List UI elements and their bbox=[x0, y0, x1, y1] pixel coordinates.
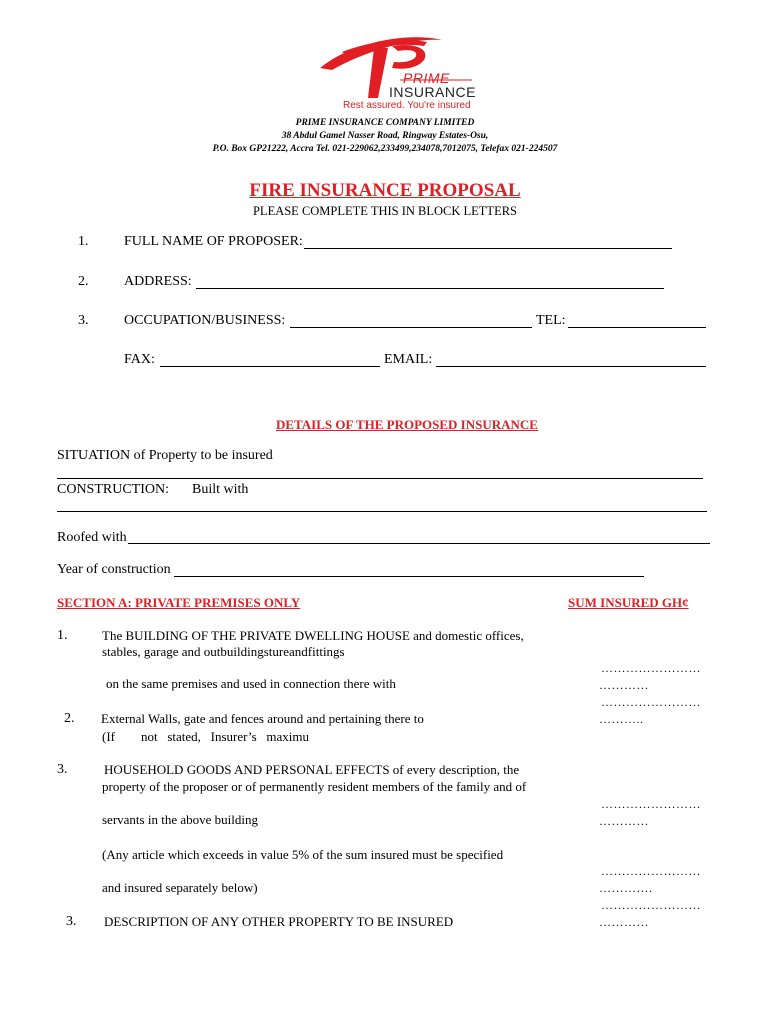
full-name-field[interactable] bbox=[304, 248, 672, 249]
logo-brand-top: PRIME bbox=[403, 70, 450, 86]
sum-insured-heading: SUM INSURED GH¢ bbox=[568, 595, 689, 610]
item-number: 3. bbox=[66, 914, 77, 929]
full-name-label: FULL NAME OF PROPOSER: bbox=[124, 234, 303, 249]
item-text: DESCRIPTION OF ANY OTHER PROPERTY TO BE INSURED bbox=[104, 914, 454, 929]
roofed-label: Roofed with bbox=[57, 530, 127, 545]
year-field[interactable] bbox=[174, 576, 644, 577]
tel-field[interactable] bbox=[568, 327, 706, 328]
item-number: 1. bbox=[57, 628, 68, 643]
company-name: PRIME INSURANCE COMPANY LIMITED bbox=[295, 118, 475, 128]
field-number: 3. bbox=[78, 313, 89, 328]
sum-insured-field[interactable]: …………………… bbox=[601, 695, 701, 709]
sum-insured-field[interactable]: ……….. bbox=[599, 712, 644, 726]
fax-label: FAX: bbox=[124, 352, 155, 367]
logo-brand-bottom: INSURANCE bbox=[389, 84, 476, 100]
item-text: External Walls, gate and fences around and pertaining there to bbox=[101, 711, 424, 726]
item-text: servants in the above building bbox=[102, 812, 258, 827]
form-title: FIRE INSURANCE PROPOSAL bbox=[249, 180, 521, 201]
fax-field[interactable] bbox=[160, 366, 380, 367]
sum-insured-field[interactable]: ………… bbox=[599, 678, 649, 692]
item-text: on the same premises and used in connection there with bbox=[106, 676, 396, 691]
address-label: ADDRESS: bbox=[124, 274, 192, 289]
company-address: 38 Abdul Gamel Nasser Road, Ringway Estates-Osu, bbox=[281, 131, 489, 141]
item-text: (If not stated, Insurer’s maximu bbox=[102, 729, 309, 744]
year-label: Year of construction bbox=[57, 562, 171, 577]
sum-insured-field[interactable]: …………………… bbox=[601, 864, 701, 878]
sum-insured-field[interactable]: ………… bbox=[599, 915, 649, 929]
roofed-field[interactable] bbox=[128, 543, 710, 544]
email-field[interactable] bbox=[436, 366, 706, 367]
item-number: 2. bbox=[64, 711, 75, 726]
item-text: stables, garage and outbuildingstureandfittings bbox=[102, 644, 345, 659]
email-label: EMAIL: bbox=[384, 352, 433, 367]
sum-insured-field[interactable]: …………………… bbox=[601, 797, 701, 811]
item-number: 3. bbox=[57, 762, 68, 777]
construction-label: CONSTRUCTION: bbox=[57, 482, 170, 497]
item-text: (Any article which exceeds in value 5% of the sum insured must be specified bbox=[102, 847, 504, 862]
situation-label: SITUATION of Property to be insured bbox=[57, 448, 273, 463]
occupation-field[interactable] bbox=[290, 327, 532, 328]
situation-field[interactable] bbox=[57, 478, 703, 479]
details-heading: DETAILS OF THE PROPOSED INSURANCE bbox=[276, 417, 538, 432]
tel-label: TEL: bbox=[536, 313, 566, 328]
field-number: 1. bbox=[78, 234, 89, 249]
address-field[interactable] bbox=[196, 288, 664, 289]
occupation-label: OCCUPATION/BUSINESS: bbox=[124, 313, 286, 328]
section-a-heading: SECTION A: PRIVATE PREMISES ONLY bbox=[57, 595, 301, 610]
company-contact: P.O. Box GP21222, Accra Tel. 021-229062,233499,234078,7012075, Telefax 021-224507 bbox=[212, 144, 558, 154]
item-text: and insured separately below) bbox=[102, 880, 258, 895]
item-text: HOUSEHOLD GOODS AND PERSONAL EFFECTS of every description, the bbox=[104, 762, 520, 777]
sum-insured-field[interactable]: …………………… bbox=[601, 661, 701, 675]
built-with-label: Built with bbox=[192, 482, 249, 497]
sum-insured-field[interactable]: ………… bbox=[599, 814, 649, 828]
sum-insured-field[interactable]: …………. bbox=[599, 881, 653, 895]
logo-tagline: Rest assured. You're insured bbox=[343, 100, 471, 111]
item-text: property of the proposer or of permanently resident members of the family and of bbox=[102, 779, 527, 794]
item-text: The BUILDING OF THE PRIVATE DWELLING HOUSE and domestic offices, bbox=[102, 628, 524, 643]
sum-insured-field[interactable]: …………………… bbox=[601, 898, 701, 912]
field-number: 2. bbox=[78, 274, 89, 289]
form-subtitle: PLEASE COMPLETE THIS IN BLOCK LETTERS bbox=[252, 204, 517, 218]
construction-field[interactable] bbox=[57, 511, 707, 512]
